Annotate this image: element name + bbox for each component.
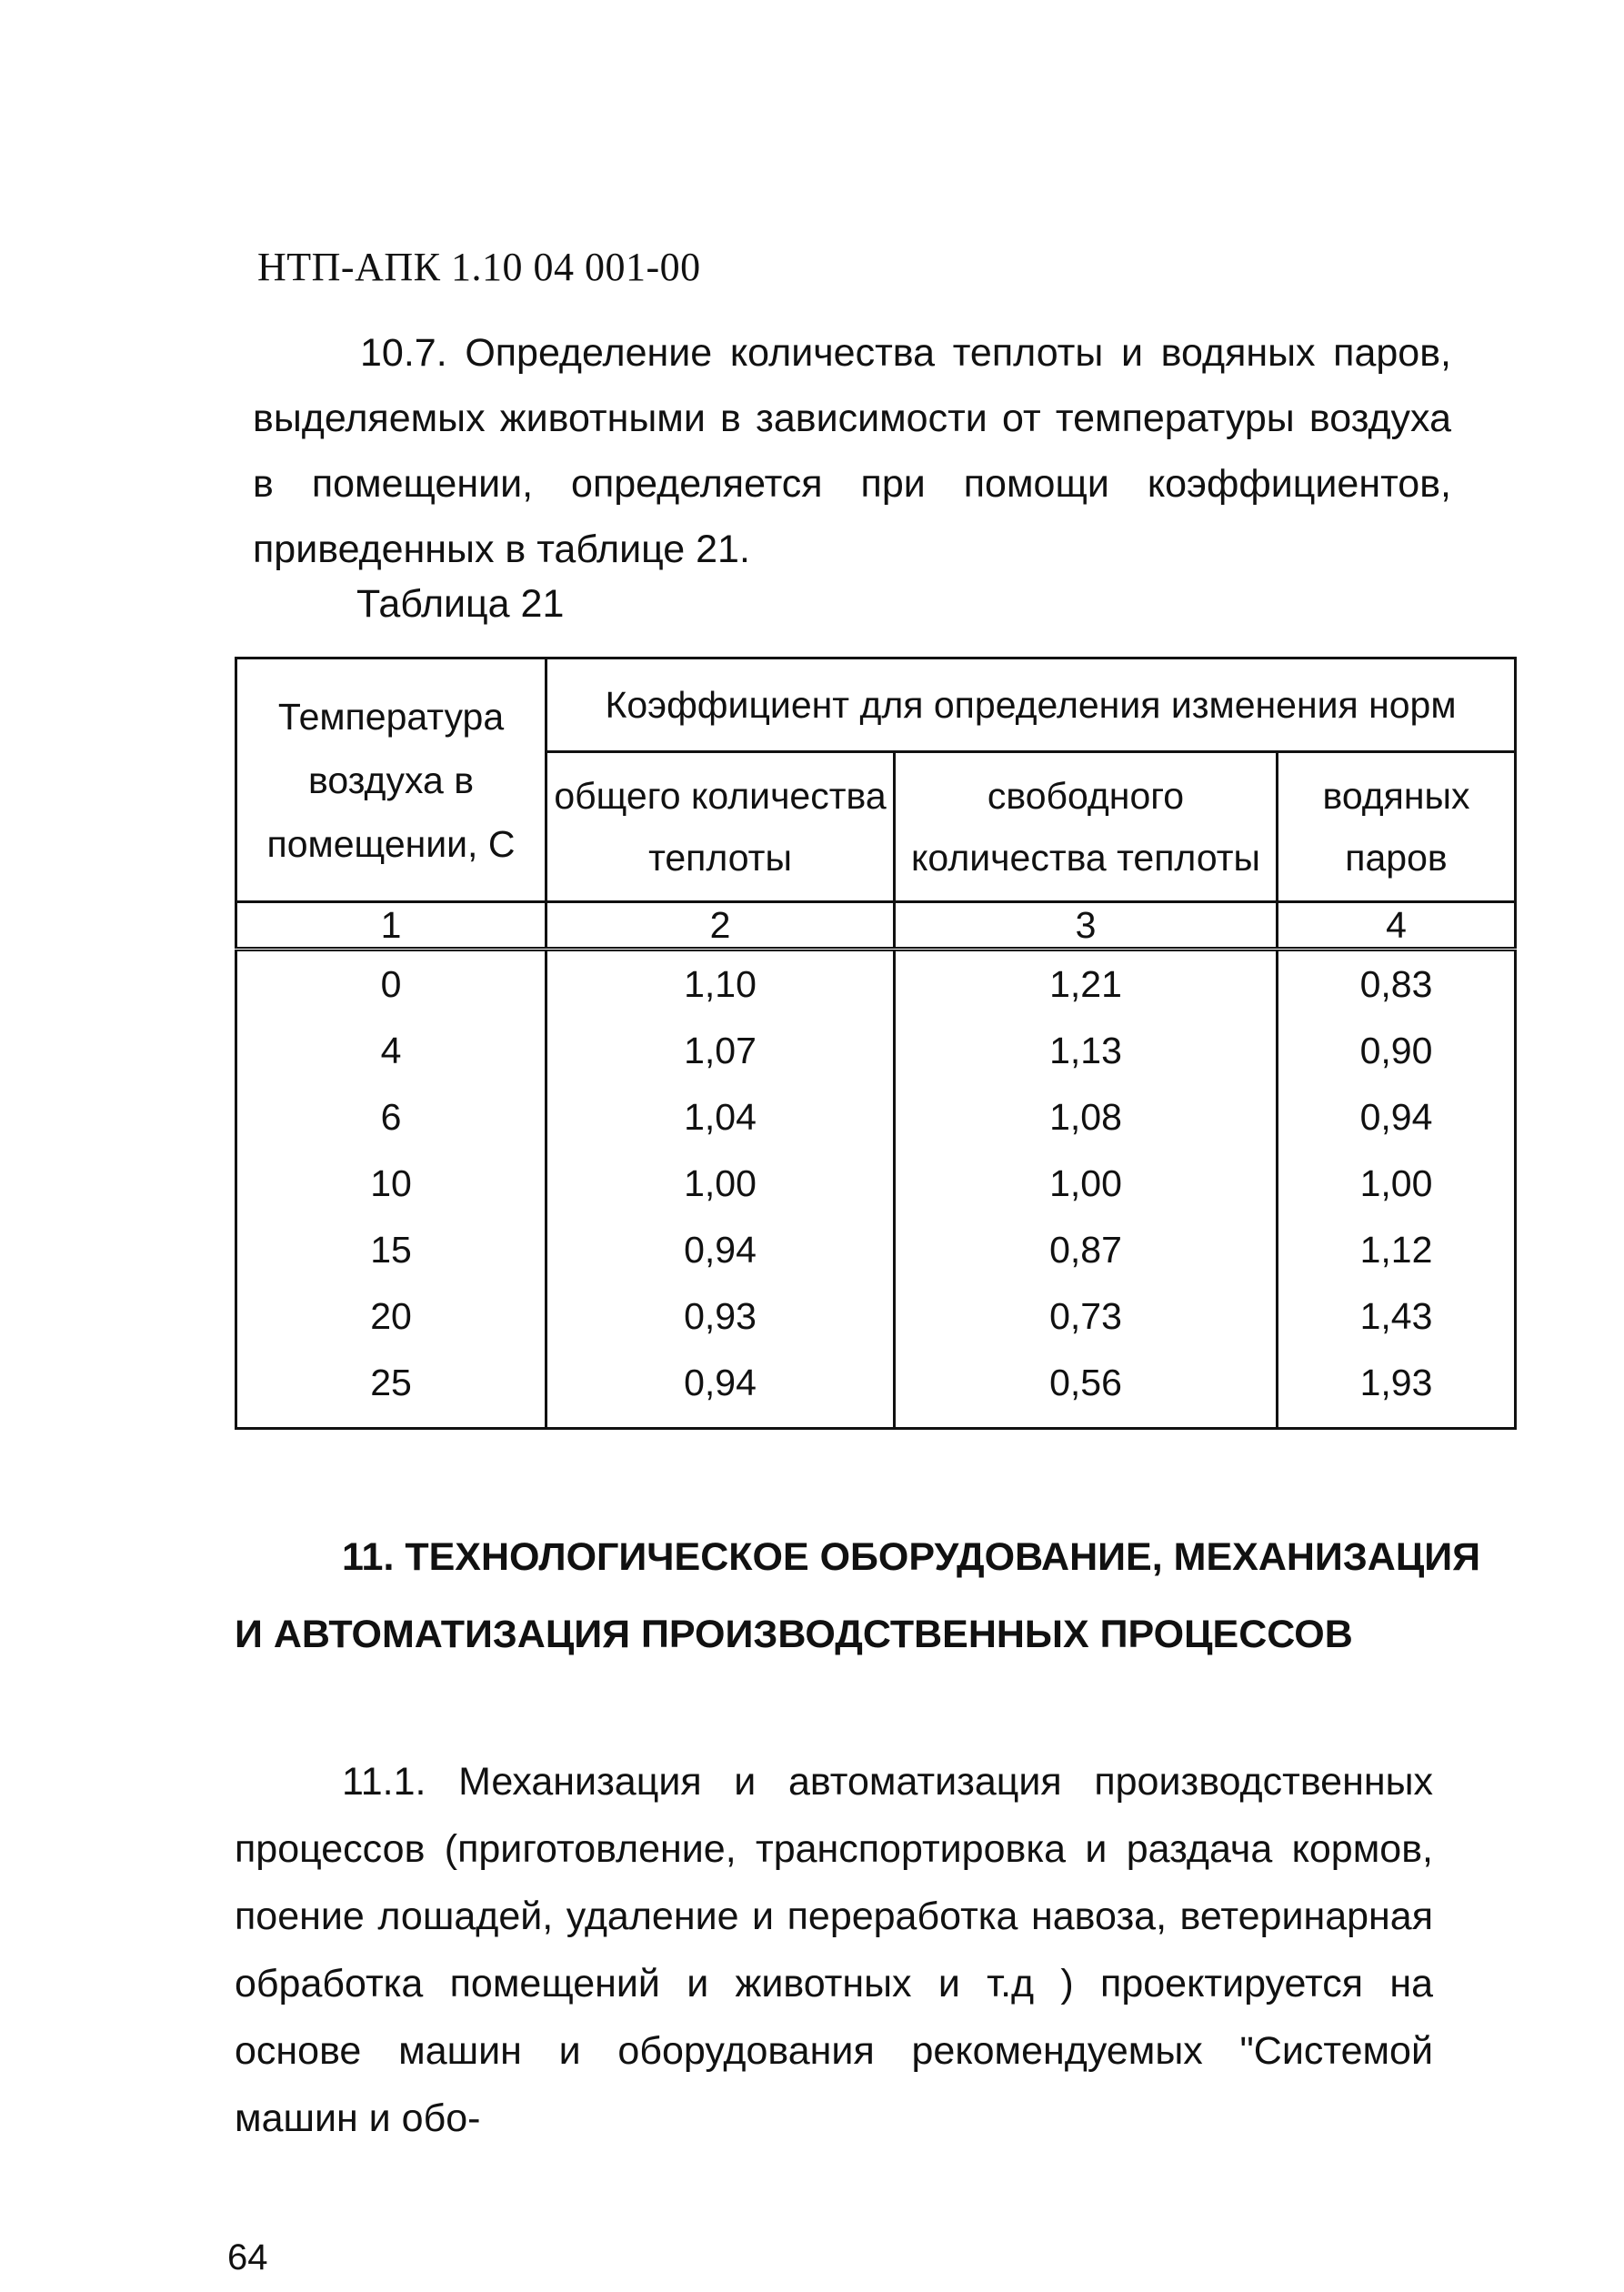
cell-water-vapor: 0,83 (1278, 950, 1516, 1019)
cell-water-vapor: 0,94 (1278, 1084, 1516, 1151)
cell-free-heat: 0,56 (895, 1350, 1278, 1429)
subheader-total-heat: общего количества теплоты (546, 752, 895, 902)
column-number: 2 (546, 902, 895, 950)
cell-free-heat: 1,21 (895, 950, 1278, 1019)
page-number: 64 (227, 2237, 268, 2277)
header-temperature: Температура воздуха в помещении, С (236, 658, 546, 902)
table-row (236, 1151, 1516, 1217)
cell-total-heat: 1,04 (546, 1084, 895, 1151)
subheader-free-heat: свободного количества теплоты (895, 752, 1278, 902)
column-number: 4 (1278, 902, 1516, 950)
coefficient-table (235, 657, 1517, 1430)
cell-free-heat: 1,00 (895, 1151, 1278, 1217)
cell-water-vapor: 1,12 (1278, 1217, 1516, 1283)
column-numbers-row (236, 902, 1516, 950)
section-11-heading: 11. ТЕХНОЛОГИЧЕСКОЕ ОБОРУДОВАНИЕ, МЕХАНИЗАЦИЯ И АВТОМАТИЗАЦИЯ ПРОИЗВОДСТВЕННЫХ ПРОЦЕССОВ (235, 1535, 1481, 1656)
subheader-water-vapor: водяных паров (1278, 752, 1516, 902)
column-number: 3 (895, 902, 1278, 950)
table-row (236, 1217, 1516, 1283)
column-number: 1 (236, 902, 546, 950)
table-row (236, 1018, 1516, 1084)
paragraph-10-7: 10.7. Определение количества теплоты и водяных паров, выделяемых животными в зависимости от температуры воздуха в помещении, определяется при помощи коэффициентов, приведенных в таблице 21. (253, 331, 1451, 571)
cell-free-heat: 0,73 (895, 1283, 1278, 1350)
cell-free-heat: 1,13 (895, 1018, 1278, 1084)
cell-total-heat: 1,00 (546, 1151, 895, 1217)
cell-free-heat: 0,87 (895, 1217, 1278, 1283)
cell-free-heat: 1,08 (895, 1084, 1278, 1151)
cell-water-vapor: 1,43 (1278, 1283, 1516, 1350)
cell-total-heat: 0,93 (546, 1283, 895, 1350)
cell-water-vapor: 1,00 (1278, 1151, 1516, 1217)
cell-total-heat: 0,94 (546, 1217, 895, 1283)
cell-temperature: 20 (236, 1283, 546, 1350)
cell-water-vapor: 1,93 (1278, 1350, 1516, 1429)
table-row (236, 1084, 1516, 1151)
cell-temperature: 10 (236, 1151, 546, 1217)
table-row (236, 950, 1516, 1019)
cell-temperature: 0 (236, 950, 546, 1019)
table-row (236, 1283, 1516, 1350)
cell-temperature: 4 (236, 1018, 546, 1084)
paragraph-11-1: 11.1. Механизация и автоматизация производственных процессов (приготовление, транспортировка и раздача кормов, поение лошадей, удаление и переработка навоза, ветеринарная обработка помещений и животных и т.д ) проектируется на основе машин и оборудования рекомендуемых "Системой машин и обо- (235, 1760, 1433, 2140)
table-caption: Таблица 21 (356, 582, 565, 626)
cell-total-heat: 1,07 (546, 1018, 895, 1084)
cell-temperature: 25 (236, 1350, 546, 1429)
cell-temperature: 15 (236, 1217, 546, 1283)
table-body (236, 950, 1516, 1429)
cell-total-heat: 1,10 (546, 950, 895, 1019)
header-coefficient-group: Коэффициент для определения изменения норм (546, 658, 1516, 752)
cell-total-heat: 0,94 (546, 1350, 895, 1429)
cell-water-vapor: 0,90 (1278, 1018, 1516, 1084)
table-row (236, 1350, 1516, 1429)
document-code: НТП-АПК 1.10 04 001-00 (257, 245, 701, 289)
cell-temperature: 6 (236, 1084, 546, 1151)
